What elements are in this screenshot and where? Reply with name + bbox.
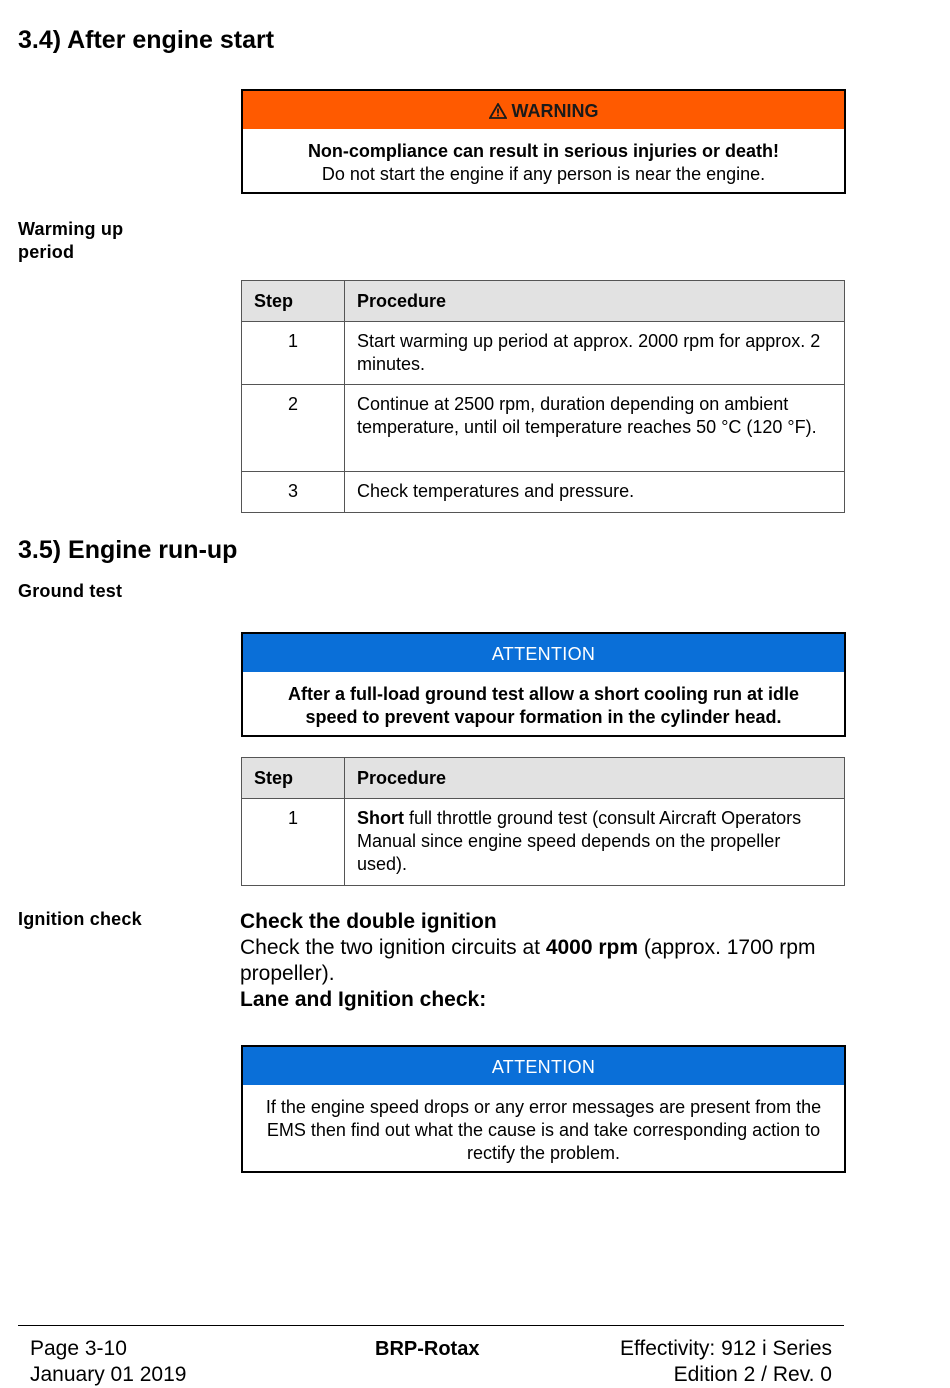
ignition-check-text (240, 909, 840, 1013)
table-row (242, 472, 845, 513)
ground-test-table (241, 757, 845, 886)
ignition-rpm: 4000 rpm (545, 936, 639, 959)
footer-divider (18, 1325, 844, 1326)
ignition-heading: Check the double ignition (240, 910, 497, 933)
step-procedure (345, 799, 845, 886)
warning-line-1: Non-compliance can result in serious injuries or death! (307, 141, 780, 161)
footer-edition: Edition 2 / Rev. 0 (673, 1363, 832, 1386)
column-header-procedure: Procedure (345, 758, 845, 799)
step-number: 3 (242, 472, 345, 513)
warning-line-2: Do not start the engine if any person is near the engine. (321, 164, 766, 184)
step-number: 1 (242, 322, 345, 385)
column-header-step: Step (242, 281, 345, 322)
footer-effectivity: Effectivity: 912 i Series (619, 1337, 832, 1360)
attention-box-cooling (241, 632, 846, 737)
column-header-step: Step (242, 758, 345, 799)
step-procedure: Start warming up period at approx. 2000 rpm for approx. 2 minutes. (345, 322, 845, 385)
side-label-ground-test: Ground test (18, 581, 123, 601)
column-header-procedure: Procedure (345, 281, 845, 322)
footer-left (30, 1336, 186, 1388)
warming-up-table (241, 280, 845, 513)
footer-brand: BRP-Rotax (375, 1338, 480, 1360)
table-row (242, 385, 845, 472)
attention-text: After a full-load ground test allow a short cooling run at idle speed to prevent vapour formation in the cylinder head. (287, 684, 800, 727)
table-row (242, 322, 845, 385)
footer-right (620, 1336, 832, 1388)
section-title-engine-run-up: 3.5) Engine run-up (18, 536, 238, 564)
warning-triangle-icon (489, 91, 507, 131)
warning-box (241, 89, 846, 194)
ignition-text-part: (approx. 1700 rpm propeller). (240, 936, 816, 985)
ignition-text-part: Check the two ignition circuits at (240, 936, 546, 959)
attention-box-ems (241, 1045, 846, 1173)
table-row (242, 799, 845, 886)
warning-header (243, 91, 844, 129)
ignition-instruction (240, 935, 840, 987)
attention-text: If the engine speed drops or any error messages are present from the EMS then find out what the cause is and take corresponding action to rectify the problem. (265, 1097, 822, 1163)
lane-ignition-heading: Lane and Ignition check: (240, 988, 487, 1011)
step-number: 1 (242, 799, 345, 886)
side-label-warming-up: Warming up period (18, 219, 124, 262)
warning-label: WARNING (511, 101, 599, 121)
footer-date: January 01 2019 (30, 1363, 187, 1386)
step-procedure-emphasis: Short (357, 808, 404, 828)
step-procedure-text: full throttle ground test (consult Aircraft Operators Manual since engine speed depends on the propeller used). (357, 808, 802, 874)
section-title-after-engine-start: 3.4) After engine start (18, 26, 275, 54)
step-procedure: Continue at 2500 rpm, duration depending on ambient temperature, until oil temperature reaches 50 °C (120 °F). (345, 385, 845, 472)
attention-header: ATTENTION (243, 1047, 844, 1085)
attention-header: ATTENTION (243, 634, 844, 672)
step-procedure: Check temperatures and pressure. (345, 472, 845, 513)
footer-page-number: Page 3-10 (30, 1337, 127, 1360)
step-number: 2 (242, 385, 345, 472)
side-label-ignition-check: Ignition check (18, 909, 142, 929)
